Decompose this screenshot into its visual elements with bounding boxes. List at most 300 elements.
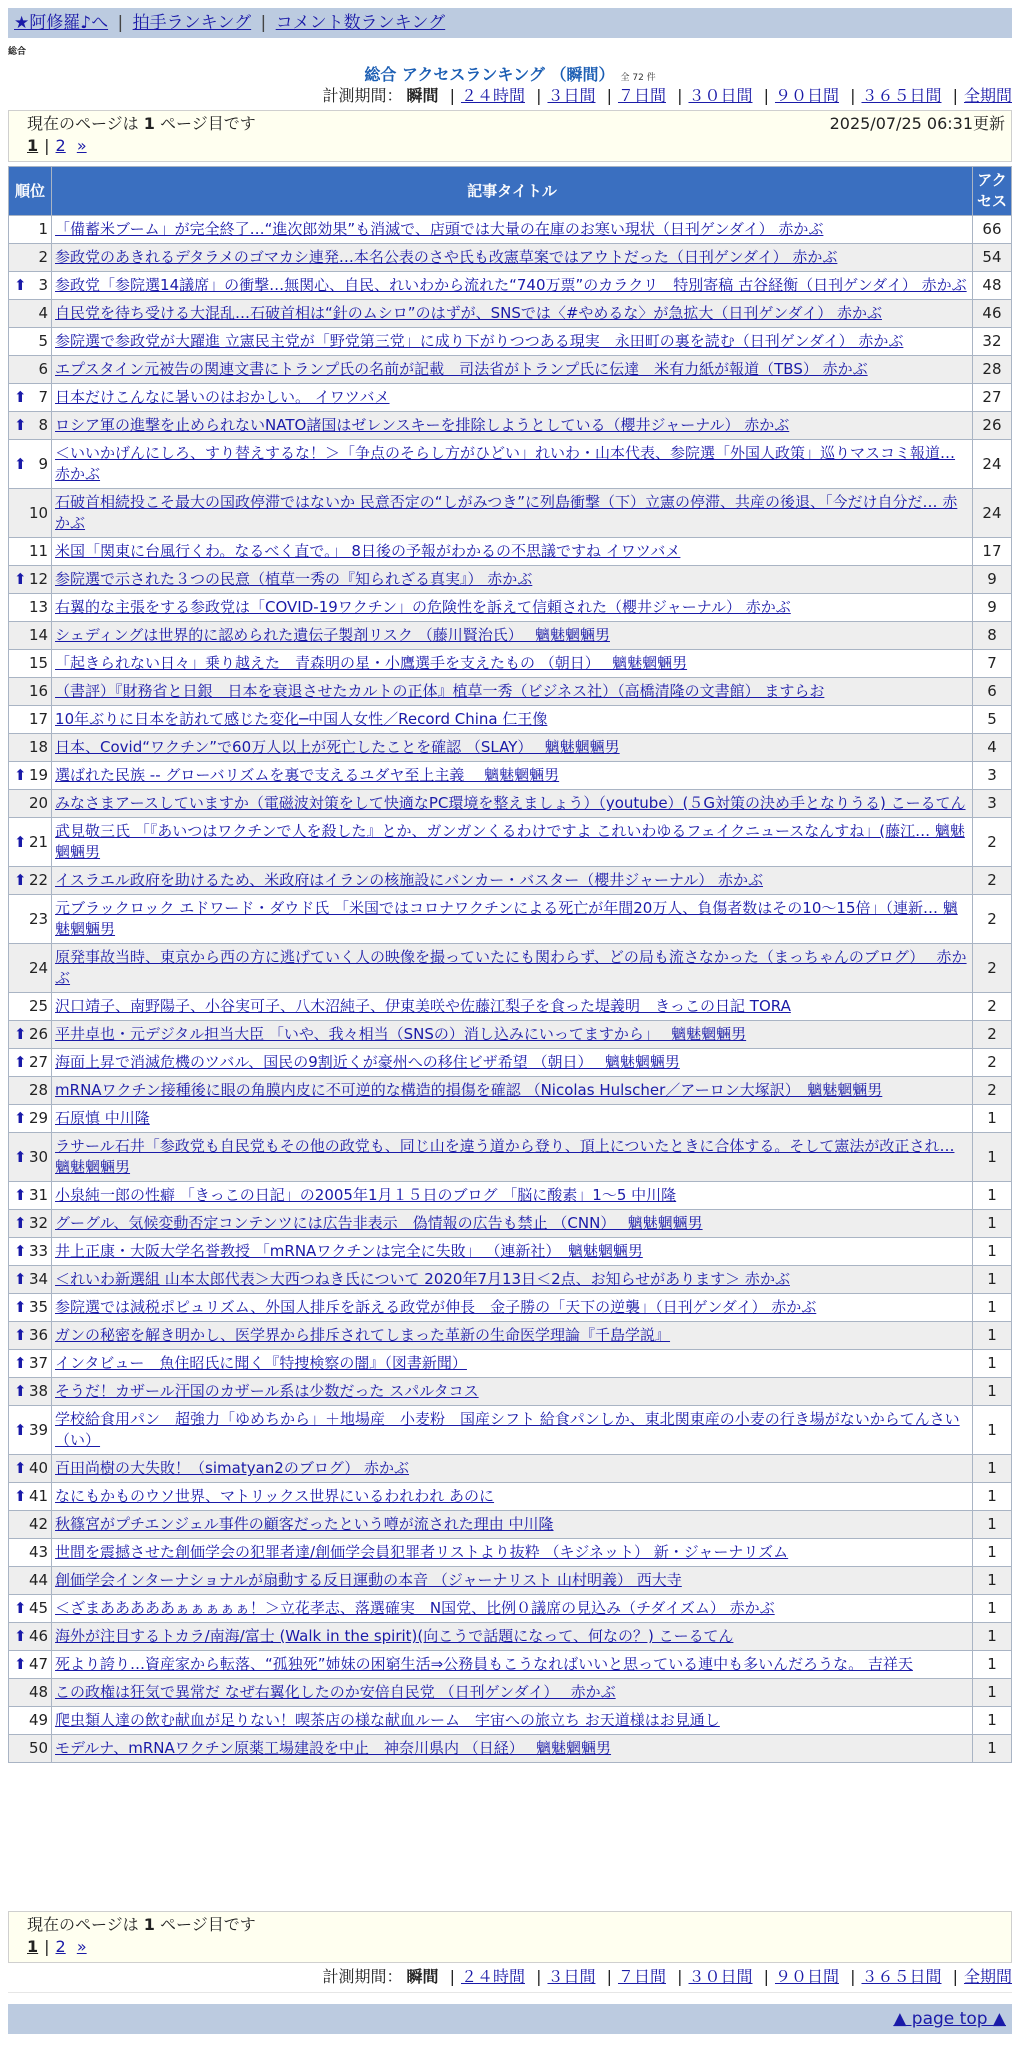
rank-cell: [9, 1182, 51, 1209]
update-timestamp: 2025/07/25 06:31更新: [829, 114, 1005, 133]
title-cell: [52, 1735, 972, 1762]
article-link[interactable]: 死より誇り…資産家から転落、“孤独死”姉妹の困窮生活⇒公務員もこうなればいいと思っている連中も多いんだろうな。 吉祥天: [55, 1655, 913, 1673]
article-link[interactable]: 沢口靖子、南野陽子、小谷実可子、八木沼純子、伊東美咲や佐藤江梨子を食った堤義明 きっこの日記 TORA: [55, 997, 791, 1015]
table-row: [9, 1238, 1011, 1265]
rank-cell: [9, 328, 51, 355]
access-count: 1: [973, 1266, 1011, 1293]
access-count: 1: [973, 1539, 1011, 1566]
table-row: [9, 1483, 1011, 1510]
article-link[interactable]: 海面上昇で消滅危機のツバル、国民の9割近くが豪州への移住ビザ希望 （朝日） 魑魅魍魎男: [55, 1053, 680, 1071]
up-arrow-icon: ⬆: [14, 1459, 27, 1477]
title-cell: [52, 566, 972, 593]
article-link[interactable]: mRNAワクチン接種後に眼の角膜内皮に不可逆的な構造的損傷を確認 （Nicolas Hulscher／アーロン大塚訳） 魑魅魍魎男: [55, 1081, 883, 1099]
page-text-suffix: ページ目です: [154, 1915, 256, 1934]
title-cell: [52, 489, 972, 537]
rank-number: 33: [28, 1242, 49, 1260]
article-link[interactable]: 秋篠宮がプチエンジェル事件の顧客だったという噂が流された理由 中川隆: [55, 1515, 554, 1533]
access-count: 1: [973, 1378, 1011, 1405]
rank-cell: [9, 1294, 51, 1321]
table-row: [9, 1210, 1011, 1237]
title-cell: [52, 1238, 972, 1265]
title-cell: [52, 1378, 972, 1405]
rank-cell: [9, 272, 51, 299]
access-count: 4: [973, 734, 1011, 761]
article-link[interactable]: 海外が注目するトカラ/南海/富士 (Walk in the spirit)(向こうで話題になって、何なの？) こーるてん: [55, 1627, 734, 1645]
period-90d-link[interactable]: ９０日間: [774, 1967, 839, 1986]
table-row: [9, 384, 1011, 411]
rank-cell: [9, 1049, 51, 1076]
page-2-link[interactable]: 2: [55, 136, 66, 155]
rank-cell: [9, 1133, 51, 1181]
pagination-separator: |: [44, 1937, 50, 1956]
pagination: [27, 135, 993, 157]
title-cell: [52, 1133, 972, 1181]
table-row: [9, 1511, 1011, 1538]
home-link[interactable]: ★阿修羅♪へ: [14, 13, 109, 33]
rank-cell: [9, 790, 51, 817]
period-separator: |: [449, 86, 455, 105]
access-column-header: アクセス: [973, 167, 1011, 215]
rank-cell: [9, 622, 51, 649]
table-row: [9, 1707, 1011, 1734]
title-cell: [52, 944, 972, 992]
rank-cell: [9, 650, 51, 677]
rank-cell: [9, 412, 51, 439]
rank-cell: [9, 384, 51, 411]
article-link[interactable]: 日本、Covid“ワクチン”で60万人以上が死亡したことを確認 （SLAY） 魑魅魍魎男: [55, 738, 620, 756]
rank-number: 46: [28, 1627, 49, 1645]
access-count: 1: [973, 1238, 1011, 1265]
rank-number: 12: [28, 570, 49, 588]
title-cell: [52, 1105, 972, 1132]
period-7d-link[interactable]: ７日間: [617, 86, 666, 105]
rank-number: 42: [28, 1515, 49, 1533]
nav-separator: |: [117, 13, 124, 33]
up-arrow-icon: ⬆: [14, 1186, 27, 1204]
up-arrow-icon: ⬆: [14, 388, 27, 406]
title-cell: [52, 300, 972, 327]
table-row: [9, 1021, 1011, 1048]
table-header-row: [9, 167, 1011, 215]
table-row: [9, 1294, 1011, 1321]
rank-number: 1: [38, 220, 49, 238]
rank-number: 5: [38, 332, 49, 350]
rank-cell: [9, 1511, 51, 1538]
article-link[interactable]: 選ばれた民族 -- グローバリズムを裏で支えるユダヤ至上主義 魑魅魍魎男: [55, 766, 560, 784]
article-link[interactable]: 右翼的な主張をする参政党は「COVID-19ワクチン」の危険性を訴えて信頼された（櫻井ジャーナル） 赤かぶ: [55, 598, 791, 616]
article-link[interactable]: 日本だけこんなに暑いのはおかしい。 イワツバメ: [55, 388, 390, 406]
rank-cell: [9, 538, 51, 565]
access-count: 66: [973, 216, 1011, 243]
article-link[interactable]: 武見敬三氏 「『あいつはワクチンで人を殺した』とか、ガンガンくるわけですよ これいわゆるフェイクニュースなんすね」(藤江… 魑魅魍魎男: [55, 822, 965, 861]
rank-cell: [9, 594, 51, 621]
title-cell: [52, 1077, 972, 1104]
access-count: 2: [973, 867, 1011, 894]
rank-cell: [9, 1238, 51, 1265]
article-link[interactable]: そうだ！カザール汗国のカザール系は少数だった スパルタコス: [55, 1382, 479, 1400]
access-count: 3: [973, 762, 1011, 789]
rank-number: 11: [28, 542, 49, 560]
article-link[interactable]: ロシア軍の進撃を止められないNATO諸国はゼレンスキーを排除しようとしている（櫻井ジャーナル） 赤かぶ: [55, 416, 790, 434]
access-count: 2: [973, 993, 1011, 1020]
rank-number: 43: [28, 1543, 49, 1561]
table-row: [9, 867, 1011, 894]
rank-cell: [9, 678, 51, 705]
article-link[interactable]: 参院選では減税ポピュリズム、外国人排斥を訴える政党が伸長 金子勝の「天下の逆襲」（日刊ゲンダイ） 赤かぶ: [55, 1298, 817, 1316]
title-cell: [52, 790, 972, 817]
title-cell: [52, 1406, 972, 1454]
title-cell: [52, 734, 972, 761]
rank-number: 14: [28, 626, 49, 644]
table-row: [9, 272, 1011, 299]
title-cell: [52, 1266, 972, 1293]
up-arrow-icon: ⬆: [14, 832, 27, 851]
rank-number: 9: [38, 454, 49, 473]
article-link[interactable]: シェディングは世界的に認められた遺伝子製剤リスク （藤川賢治氏） 魑魅魍魎男: [55, 626, 610, 644]
table-row: [9, 1266, 1011, 1293]
period-30d-link[interactable]: ３０日間: [688, 86, 753, 105]
rank-cell: [9, 1322, 51, 1349]
table-row: [9, 734, 1011, 761]
table-row: [9, 1735, 1011, 1762]
title-cell: [52, 412, 972, 439]
category-label: 総合: [8, 47, 27, 57]
article-link[interactable]: ＜れいわ新選組 山本太郎代表＞大西つねき氏について 2020年7月13日＜2点、お知らせがあります＞ 赤かぶ: [55, 1270, 790, 1288]
access-count: 7: [973, 650, 1011, 677]
table-row: [9, 566, 1011, 593]
table-row: [9, 1077, 1011, 1104]
period-separator: |: [677, 1967, 683, 1986]
table-row: [9, 1378, 1011, 1405]
table-row: [9, 1651, 1011, 1678]
rank-number: 4: [38, 304, 49, 322]
divider: [8, 1992, 1012, 1993]
period-365d-link[interactable]: ３６５日間: [861, 1967, 942, 1986]
access-count: 1: [973, 1182, 1011, 1209]
next-page-link[interactable]: »: [76, 1937, 87, 1956]
title-cell: [52, 1679, 972, 1706]
rank-number: 10: [28, 503, 49, 522]
access-count: 2: [973, 944, 1011, 992]
access-count: 1: [973, 1707, 1011, 1734]
article-link[interactable]: モデルナ、mRNAワクチン原薬工場建設を中止 神奈川県内 （日経） 魑魅魍魎男: [55, 1739, 612, 1757]
title-cell: [52, 867, 972, 894]
rank-cell: [9, 1350, 51, 1377]
up-arrow-icon: ⬆: [14, 1326, 27, 1344]
page-info-top: [8, 110, 1012, 162]
access-count: 1: [973, 1567, 1011, 1594]
access-count: 1: [973, 1105, 1011, 1132]
table-row: [9, 1133, 1011, 1181]
up-arrow-icon: ⬆: [14, 1487, 27, 1505]
title-cell: [52, 1294, 972, 1321]
title-cell: [52, 706, 972, 733]
period-separator: |: [850, 1967, 856, 1986]
title-cell: [52, 622, 972, 649]
next-page-link[interactable]: »: [76, 136, 87, 155]
rank-number: 19: [28, 766, 49, 784]
title-cell: [52, 1182, 972, 1209]
access-count: 2: [973, 895, 1011, 943]
access-count: 48: [973, 272, 1011, 299]
rank-number: 36: [28, 1326, 49, 1344]
article-link[interactable]: 百田尚樹の大失敗！（simatyan2のブログ） 赤かぶ: [55, 1459, 410, 1477]
article-link[interactable]: 参院選で参政党が大躍進 立憲民主党が「野党第三党」に成り下がりつつある現実 永田町の裏を読む（日刊ゲンダイ） 赤かぶ: [55, 332, 904, 350]
table-row: [9, 1105, 1011, 1132]
top-nav-bar: [8, 8, 1012, 38]
rank-cell: [9, 216, 51, 243]
table-row: [9, 944, 1011, 992]
article-link[interactable]: 「起きられない日々」乗り越えた 青森明の星・小鷹選手を支えたもの （朝日） 魑魅魍魎男: [55, 654, 688, 672]
title-column-header: 記事タイトル: [52, 167, 972, 215]
access-count: 1: [973, 1595, 1011, 1622]
rank-cell: [9, 244, 51, 271]
rank-number: 13: [28, 598, 49, 616]
article-link[interactable]: グーグル、気候変動否定コンテンツには広告非表示 偽情報の広告も禁止 （CNN） 魑魅魍魎男: [55, 1214, 703, 1232]
rank-cell: [9, 818, 51, 866]
period-24h-link[interactable]: ２４時間: [460, 86, 525, 105]
rank-cell: [9, 566, 51, 593]
rank-cell: [9, 867, 51, 894]
table-row: [9, 1539, 1011, 1566]
clap-ranking-link[interactable]: 拍手ランキング: [132, 13, 252, 33]
rank-number: 40: [28, 1459, 49, 1477]
rank-cell: [9, 1455, 51, 1482]
rank-number: 34: [28, 1270, 49, 1288]
rank-number: 45: [28, 1599, 49, 1617]
page-top-link[interactable]: ▲ page top ▲: [893, 2009, 1006, 2029]
article-link[interactable]: 創価学会インターナショナルが扇動する反日運動の本音 （ジャーナリスト 山村明義） 西大寺: [55, 1571, 682, 1589]
rank-cell: [9, 1210, 51, 1237]
page-1-current: 1: [27, 1937, 39, 1956]
period-separator: |: [850, 86, 856, 105]
period-selector-top: [322, 85, 1012, 107]
rank-number: 48: [28, 1683, 49, 1701]
period-all-link[interactable]: 全期間: [963, 1967, 1012, 1986]
up-arrow-icon: ⬆: [14, 1053, 27, 1071]
rank-cell: [9, 762, 51, 789]
access-count: 2: [973, 1049, 1011, 1076]
article-link[interactable]: ＜ざまあああああぁぁぁぁぁ！＞立花孝志、落選確実 N国党、比例０議席の見込み（チダイズム） 赤かぶ: [55, 1599, 775, 1617]
access-count: 8: [973, 622, 1011, 649]
rank-number: 38: [28, 1382, 49, 1400]
up-arrow-icon: ⬆: [14, 1627, 27, 1645]
table-row: [9, 1623, 1011, 1650]
rank-number: 21: [28, 832, 49, 851]
article-link[interactable]: エプスタイン元被告の関連文書にトランプ氏の名前が記載 司法省がトランプ氏に伝達 米有力紙が報道（TBS） 赤かぶ: [55, 360, 868, 378]
article-link[interactable]: なにもかものウソ世界、マトリックス世界にいるわれわれ あのに: [55, 1487, 495, 1505]
rank-number: 25: [28, 997, 49, 1015]
table-row: [9, 678, 1011, 705]
rank-cell: [9, 706, 51, 733]
rank-number: 41: [28, 1487, 49, 1505]
access-count: 9: [973, 594, 1011, 621]
title-cell: [52, 1483, 972, 1510]
article-link[interactable]: ＜いいかげんにしろ、すり替えするな！＞「争点のそらし方がひどい」れいわ・山本代表、参院選「外国人政策」巡りマスコミ報道… 赤かぶ: [55, 444, 956, 483]
article-link[interactable]: （書評）『財務省と日銀 日本を衰退させたカルトの正体』植草一秀（ビジネス社）（高橋清隆の文書館） ますらお: [55, 682, 825, 700]
table-row: [9, 356, 1011, 383]
title-cell: [52, 1595, 972, 1622]
up-arrow-icon: ⬆: [14, 871, 27, 889]
article-link[interactable]: 学校給食用パン 超強力「ゆめちから」＋地場産 小麦粉 国産シフト 給食パンしか、東北関東産の小麦の行き場がないからてんさい（い）: [55, 1410, 960, 1449]
rank-number: 7: [38, 388, 49, 406]
title-cell: [52, 1210, 972, 1237]
access-count: 2: [973, 1021, 1011, 1048]
rank-cell: [9, 1623, 51, 1650]
rank-number: 23: [28, 909, 49, 928]
rank-number: 15: [28, 654, 49, 672]
current-page-number: 1: [143, 114, 155, 133]
title-cell: [52, 328, 972, 355]
rank-cell: [9, 1567, 51, 1594]
up-arrow-icon: ⬆: [14, 1599, 27, 1617]
rank-number: 39: [28, 1420, 49, 1439]
rank-number: 18: [28, 738, 49, 756]
period-90d-link[interactable]: ９０日間: [774, 86, 839, 105]
article-link[interactable]: 原発事故当時、東京から西の方に逃げていく人の映像を撮っていたにも関わらず、どの局も流さなかった（まっちゃんのブログ） 赤かぶ: [55, 948, 967, 987]
rank-number: 37: [28, 1354, 49, 1372]
rank-cell: [9, 300, 51, 327]
title-cell: [52, 216, 972, 243]
article-link[interactable]: 小泉純一郎の性癖 「きっこの日記」の2005年1月１５日のブログ 「脳に酸素」1～5 中川隆: [55, 1186, 677, 1204]
table-row: [9, 538, 1011, 565]
period-365d-link[interactable]: ３６５日間: [861, 86, 942, 105]
up-arrow-icon: ⬆: [14, 1025, 27, 1043]
period-selector-bottom: [322, 1966, 1012, 1988]
ranking-rows: [9, 216, 1011, 1762]
table-row: [9, 1679, 1011, 1706]
rank-cell: [9, 1651, 51, 1678]
article-link[interactable]: 平井卓也・元デジタル担当大臣 「いや、我々相当（SNSの）消し込みにいってますから」 魑魅魍魎男: [55, 1025, 747, 1043]
page-2-link[interactable]: 2: [55, 1937, 66, 1956]
rank-number: 44: [28, 1571, 49, 1589]
period-3d-link[interactable]: ３日間: [547, 86, 596, 105]
period-7d-link[interactable]: ７日間: [617, 1967, 666, 1986]
article-link[interactable]: 石原慎 中川隆: [55, 1109, 150, 1127]
rank-cell: [9, 489, 51, 537]
title-cell: [52, 650, 972, 677]
title-cell: [52, 384, 972, 411]
title-cell: [52, 1623, 972, 1650]
article-link[interactable]: ガンの秘密を解き明かし、医学界から排斥されてしまった革新の生命医学理論『千島学説』: [55, 1326, 671, 1344]
rank-cell: [9, 1406, 51, 1454]
rank-cell: [9, 1077, 51, 1104]
article-link[interactable]: 自民党を待ち受ける大混乱…石破首相は“針のムシロ”のはずが、SNSでは〈#やめるな〉が急拡大（日刊ゲンダイ） 赤かぶ: [55, 304, 882, 322]
article-link[interactable]: 米国「関東に台風行くわ。なるべく直で。」 8日後の予報がわかるの不思議ですね イワツバメ: [55, 542, 681, 560]
period-24h-link[interactable]: ２４時間: [460, 1967, 525, 1986]
article-link[interactable]: 石破首相続投こそ最大の国政停滞ではないか 民意否定の“しがみつき”に列島衝撃（下）立憲の停滞、共産の後退、「今だけ自分だ… 赤かぶ: [55, 493, 958, 532]
access-count: 5: [973, 706, 1011, 733]
article-link[interactable]: イスラエル政府を助けるため、米政府はイランの核施設にバンカー・バスター（櫻井ジャーナル） 赤かぶ: [55, 871, 764, 889]
page-heading: [8, 62, 1012, 85]
comment-ranking-link[interactable]: コメント数ランキング: [275, 13, 446, 33]
article-link[interactable]: みなさまアースしていますか（電磁波対策をして快適なPC環境を整えましょう）（youtube）(５G対策の決め手となりうる) こーるてん: [55, 794, 966, 812]
article-link[interactable]: インタビュー 魚住昭氏に聞く『特捜検察の闇』（図書新聞）: [55, 1354, 467, 1372]
pagination-separator: |: [44, 136, 50, 155]
access-count: 26: [973, 412, 1011, 439]
table-row: [9, 622, 1011, 649]
period-separator: |: [952, 1967, 958, 1986]
article-link[interactable]: 参政党「参院選14議席」の衝撃…無関心、自民、れいわから流れた“740万票”のカラクリ 特別寄稿 古谷経衡（日刊ゲンダイ） 赤かぶ: [55, 276, 967, 294]
up-arrow-icon: ⬆: [14, 416, 27, 434]
title-cell: [52, 1455, 972, 1482]
title-cell: [52, 1651, 972, 1678]
rank-cell: [9, 993, 51, 1020]
up-arrow-icon: ⬆: [14, 1109, 27, 1127]
table-row: [9, 706, 1011, 733]
period-all-link[interactable]: 全期間: [963, 86, 1012, 105]
article-link[interactable]: 「備蓄米ブーム」が完全終了…“進次郎効果”も消滅で、店頭では大量の在庫のお寒い現状（日刊ゲンダイ） 赤かぶ: [55, 220, 824, 238]
article-link[interactable]: 元ブラックロック エドワード・ダウド氏 「米国ではコロナワクチンによる死亡が年間20万人、負傷者数はその10～15倍」（連新… 魑魅魍魎男: [55, 899, 958, 938]
page-title: 総合 アクセスランキング （瞬間）: [364, 65, 615, 84]
page-text-prefix: 現在のページは: [27, 114, 144, 133]
article-link[interactable]: 10年ぶりに日本を訪れて感じた変化─中国人女性／Record China 仁王像: [55, 710, 548, 728]
title-cell: [52, 993, 972, 1020]
article-link[interactable]: 爬虫類人達の飲む献血が足りない！喫茶店の様な献血ルーム 宇宙への旅立ち お天道様はお見通し: [55, 1711, 720, 1729]
access-count: 1: [973, 1511, 1011, 1538]
up-arrow-icon: ⬆: [14, 454, 27, 473]
rank-number: 50: [28, 1739, 49, 1757]
page-1-current: 1: [27, 136, 39, 155]
period-30d-link[interactable]: ３０日間: [688, 1967, 753, 1986]
rank-cell: [9, 440, 51, 488]
title-cell: [52, 678, 972, 705]
article-link[interactable]: ラサール石井「参政党も自民党もその他の政党も、同じ山を違う道から登り、頂上についたときに合体する。そして憲法が改正され… 魑魅魍魎男: [55, 1137, 955, 1176]
page-text-suffix: ページ目です: [154, 114, 256, 133]
title-cell: [52, 1021, 972, 1048]
article-link[interactable]: 参政党のあきれるデタラメのゴマカシ連発…本名公表のさや氏も改憲草案ではアウトだった（日刊ゲンダイ） 赤かぶ: [55, 248, 838, 266]
access-count: 1: [973, 1483, 1011, 1510]
rank-cell: [9, 1378, 51, 1405]
bottom-bar: [8, 2004, 1012, 2034]
rank-number: 17: [28, 710, 49, 728]
access-count: 1: [973, 1133, 1011, 1181]
article-link[interactable]: この政権は狂気で異常だ なぜ右翼化したのか安倍自民党 （日刊ゲンダイ） 赤かぶ: [55, 1683, 616, 1701]
title-cell: [52, 1511, 972, 1538]
rank-number: 27: [28, 1053, 49, 1071]
period-separator: |: [763, 1967, 769, 1986]
table-row: [9, 594, 1011, 621]
rank-number: 47: [28, 1655, 49, 1673]
rank-number: 22: [28, 871, 49, 889]
period-separator: |: [677, 86, 683, 105]
pagination: [27, 1936, 993, 1958]
title-cell: [52, 895, 972, 943]
access-count: 1: [973, 1623, 1011, 1650]
access-count: 1: [973, 1350, 1011, 1377]
rank-cell: [9, 1266, 51, 1293]
up-arrow-icon: ⬆: [14, 1420, 27, 1439]
title-cell: [52, 762, 972, 789]
title-cell: [52, 1567, 972, 1594]
article-link[interactable]: 井上正康・大阪大学名誉教授 「mRNAワクチンは完全に失敗」 （連新社） 魑魅魍魎男: [55, 1242, 643, 1260]
rank-cell: [9, 1539, 51, 1566]
rank-number: 49: [28, 1711, 49, 1729]
table-row: [9, 895, 1011, 943]
title-cell: [52, 356, 972, 383]
rank-number: 16: [28, 682, 49, 700]
period-separator: |: [536, 86, 542, 105]
current-page-text: [27, 1914, 993, 1936]
article-link[interactable]: 世間を震撼させた創価学会の犯罪者達/創価学会員犯罪者リストより抜粋 （キジネット） 新・ジャーナリズム: [55, 1543, 789, 1561]
access-count: 17: [973, 538, 1011, 565]
article-link[interactable]: 参院選で示された３つの民意（植草一秀の『知られざる真実』） 赤かぶ: [55, 570, 533, 588]
title-cell: [52, 1539, 972, 1566]
period-3d-link[interactable]: ３日間: [547, 1967, 596, 1986]
nav-separator: |: [260, 13, 267, 33]
access-count: 54: [973, 244, 1011, 271]
title-cell: [52, 818, 972, 866]
